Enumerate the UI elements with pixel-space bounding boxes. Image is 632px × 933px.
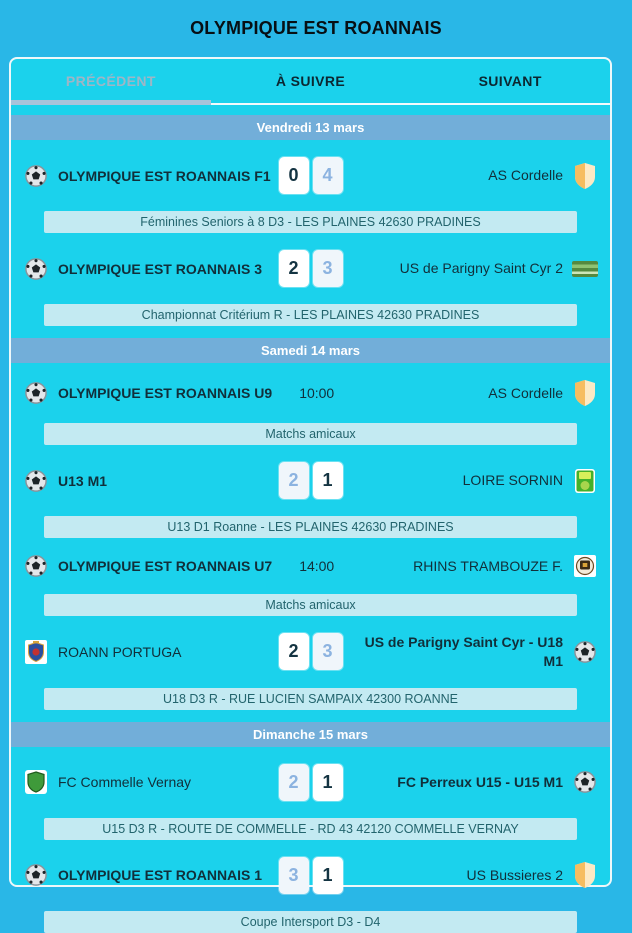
away-team-name: LOIRE SORNIN	[462, 472, 563, 489]
home-team-name: OLYMPIQUE EST ROANNAIS U7	[58, 558, 273, 574]
date-section	[11, 722, 610, 933]
match-row[interactable]	[11, 445, 610, 516]
competition-label: U15 D3 R - ROUTE DE COMMELLE - RD 43 42120 COMMELLE VERNAY	[44, 818, 577, 840]
away-team-name: US de Parigny Saint Cyr - U18 M1	[364, 634, 563, 669]
date-header: Dimanche 15 mars	[11, 722, 610, 747]
match-time: 10:00	[299, 385, 335, 401]
green-shield-icon	[23, 770, 49, 794]
away-team-name: RHINS TRAMBOUZE F.	[413, 557, 563, 574]
soccer-ball-icon	[23, 258, 49, 280]
date-section	[11, 115, 610, 326]
soccer-ball-icon	[23, 382, 49, 404]
gold-shield-icon	[572, 862, 598, 888]
match-row[interactable]	[11, 363, 610, 423]
page-title: OLYMPIQUE EST ROANNAIS	[190, 18, 442, 38]
gold-shield-icon	[572, 380, 598, 406]
match-time: 14:00	[299, 558, 335, 574]
away-team-name: AS Cordelle	[488, 167, 563, 184]
competition-label: Coupe Intersport D3 - D4	[44, 911, 577, 933]
away-score: 1	[313, 857, 343, 894]
green-banner-icon	[572, 261, 598, 277]
score-group	[273, 157, 349, 194]
soccer-ball-icon	[23, 864, 49, 886]
away-score: 3	[313, 633, 343, 670]
active-tab-underline	[11, 100, 211, 105]
soccer-ball-icon	[23, 555, 49, 577]
away-team-name: FC Perreux U15 - U15 M1	[397, 773, 563, 790]
date-section	[11, 338, 610, 710]
home-team-name: U13 M1	[58, 472, 108, 489]
competition-label: Championnat Critérium R - LES PLAINES 42630 PRADINES	[44, 304, 577, 326]
soccer-ball-icon	[572, 771, 598, 793]
competition-label: U13 D1 Roanne - LES PLAINES 42630 PRADINES	[44, 516, 577, 538]
away-team-name: US de Parigny Saint Cyr 2	[399, 260, 563, 277]
green-crest-icon	[572, 469, 598, 493]
competition-label: Féminines Seniors à 8 D3 - LES PLAINES 42630 PRADINES	[44, 211, 577, 233]
home-score: 2	[279, 764, 309, 801]
home-score: 2	[279, 633, 309, 670]
rtf-crest-icon	[572, 555, 598, 577]
away-team-name: AS Cordelle	[488, 384, 563, 401]
match-row[interactable]	[11, 840, 610, 911]
competition-label: Matchs amicaux	[44, 423, 577, 445]
date-header: Samedi 14 mars	[11, 338, 610, 363]
home-score: 3	[279, 857, 309, 894]
score-group	[273, 764, 349, 801]
home-team-name: OLYMPIQUE EST ROANNAIS 3	[58, 260, 263, 277]
date-header: Vendredi 13 mars	[11, 115, 610, 140]
tab-a-suivre[interactable]: À SUIVRE	[275, 73, 346, 89]
portugal-crest-icon	[23, 640, 49, 664]
competition-label: U18 D3 R - RUE LUCIEN SAMPAIX 42300 ROANNE	[44, 688, 577, 710]
tab-precedent[interactable]: PRÉCÉDENT	[65, 73, 156, 89]
away-team-name: US Bussieres 2	[466, 866, 563, 883]
score-group	[273, 633, 349, 670]
score-group	[273, 462, 349, 499]
gold-shield-icon	[572, 163, 598, 189]
home-score: 2	[279, 250, 309, 287]
match-row[interactable]	[11, 747, 610, 818]
home-score: 0	[279, 157, 309, 194]
match-row[interactable]	[11, 538, 610, 594]
home-team-name: OLYMPIQUE EST ROANNAIS 1	[58, 867, 263, 884]
home-team-name: ROANN PORTUGA	[58, 643, 182, 660]
match-row[interactable]	[11, 616, 610, 688]
away-score: 3	[313, 250, 343, 287]
soccer-ball-icon	[23, 470, 49, 492]
soccer-ball-icon	[23, 165, 49, 187]
home-team-name: FC Commelle Vernay	[58, 774, 192, 791]
tab-bar	[11, 59, 610, 105]
score-group	[273, 857, 349, 894]
match-sections	[11, 115, 610, 933]
results-panel	[9, 57, 612, 929]
score-group	[273, 250, 349, 287]
home-team-name: OLYMPIQUE EST ROANNAIS F1	[58, 167, 271, 184]
tab-suivant[interactable]: SUIVANT	[478, 73, 542, 89]
away-score: 1	[313, 764, 343, 801]
competition-label: Matchs amicaux	[44, 594, 577, 616]
home-score: 2	[279, 462, 309, 499]
match-row[interactable]	[11, 233, 610, 304]
match-row[interactable]	[11, 140, 610, 211]
away-score: 4	[313, 157, 343, 194]
home-team-name: OLYMPIQUE EST ROANNAIS U9	[58, 385, 273, 401]
soccer-ball-icon	[572, 641, 598, 663]
away-score: 1	[313, 462, 343, 499]
